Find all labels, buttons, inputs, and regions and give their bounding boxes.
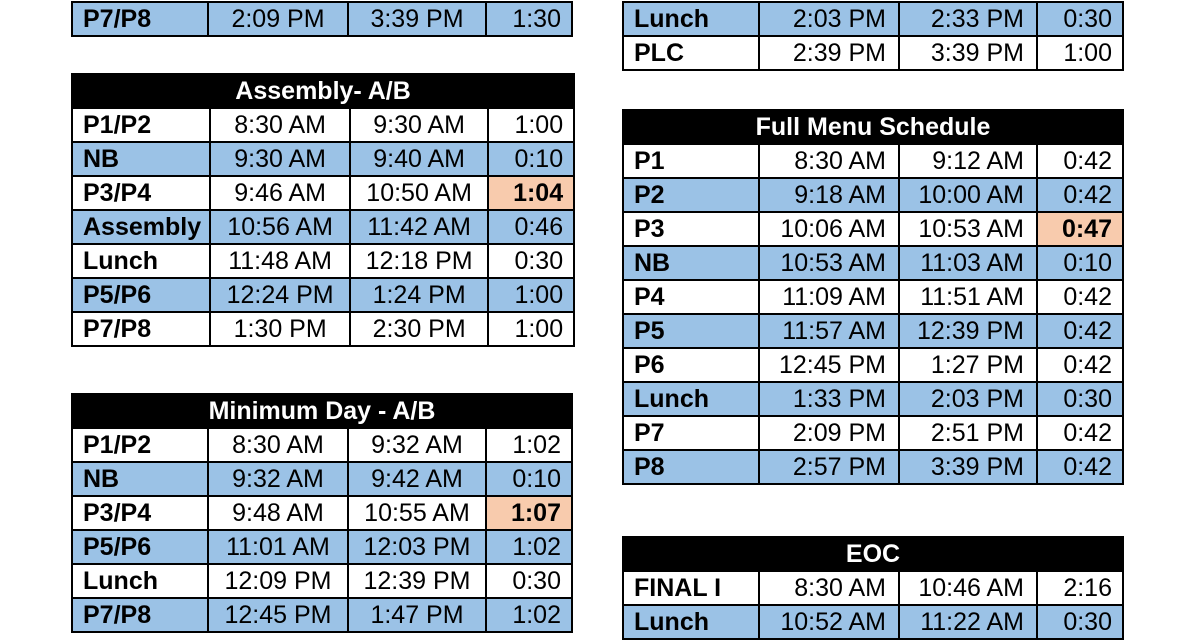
table-row xyxy=(623,450,1123,484)
period-cell: P3/P4 xyxy=(72,496,208,530)
table-row xyxy=(623,280,1123,314)
table-row xyxy=(72,428,572,462)
start-time-cell: 12:24 PM xyxy=(210,278,350,312)
period-cell: FINAL I xyxy=(623,571,759,605)
start-time-cell: 8:30 AM xyxy=(759,571,899,605)
schedule-table-top-left xyxy=(71,1,573,37)
table-row xyxy=(623,144,1123,178)
schedule-table-eoc xyxy=(622,536,1124,640)
table-row xyxy=(623,571,1123,605)
start-time-cell: 12:45 PM xyxy=(759,348,899,382)
end-time-cell: 10:53 AM xyxy=(899,212,1037,246)
table-row xyxy=(72,278,574,312)
table-row xyxy=(623,246,1123,280)
table-title: Minimum Day - A/B xyxy=(72,394,572,428)
table-row xyxy=(623,178,1123,212)
schedule-table-full-menu xyxy=(622,109,1124,485)
duration-cell: 0:30 xyxy=(486,564,572,598)
period-cell: P7/P8 xyxy=(72,312,210,346)
table-row xyxy=(623,416,1123,450)
duration-cell: 1:00 xyxy=(488,312,574,346)
end-time-cell: 9:32 AM xyxy=(348,428,486,462)
end-time-cell: 12:39 PM xyxy=(899,314,1037,348)
end-time-cell: 11:03 AM xyxy=(899,246,1037,280)
start-time-cell: 12:09 PM xyxy=(208,564,348,598)
duration-cell: 0:42 xyxy=(1037,450,1123,484)
duration-cell: 1:30 xyxy=(486,2,572,36)
start-time-cell: 12:45 PM xyxy=(208,598,348,632)
duration-cell: 0:42 xyxy=(1037,314,1123,348)
table-row xyxy=(72,530,572,564)
end-time-cell: 3:39 PM xyxy=(899,450,1037,484)
table-row xyxy=(72,564,572,598)
start-time-cell: 8:30 AM xyxy=(759,144,899,178)
table-row xyxy=(72,108,574,142)
table-row xyxy=(72,312,574,346)
start-time-cell: 8:30 AM xyxy=(210,108,350,142)
period-cell: P2 xyxy=(623,178,759,212)
start-time-cell: 11:09 AM xyxy=(759,280,899,314)
table-row xyxy=(623,2,1123,36)
end-time-cell: 9:30 AM xyxy=(350,108,488,142)
start-time-cell: 10:56 AM xyxy=(210,210,350,244)
duration-cell: 2:16 xyxy=(1037,571,1123,605)
end-time-cell: 3:39 PM xyxy=(899,36,1037,70)
duration-cell: 0:30 xyxy=(1037,382,1123,416)
start-time-cell: 9:30 AM xyxy=(210,142,350,176)
period-cell: P7/P8 xyxy=(72,598,208,632)
period-cell: Lunch xyxy=(623,605,759,639)
end-time-cell: 11:22 AM xyxy=(899,605,1037,639)
table-row xyxy=(72,598,572,632)
period-cell: P5/P6 xyxy=(72,278,210,312)
end-time-cell: 10:46 AM xyxy=(899,571,1037,605)
duration-cell: 0:42 xyxy=(1037,178,1123,212)
table-title: Assembly- A/B xyxy=(72,74,574,108)
duration-cell: 1:04 xyxy=(488,176,574,210)
end-time-cell: 11:42 AM xyxy=(350,210,488,244)
duration-cell: 0:42 xyxy=(1037,416,1123,450)
duration-cell: 1:02 xyxy=(486,598,572,632)
end-time-cell: 2:03 PM xyxy=(899,382,1037,416)
period-cell: NB xyxy=(72,462,208,496)
schedule-table-minimum-day-ab xyxy=(71,393,573,633)
duration-cell: 1:00 xyxy=(1037,36,1123,70)
table-title: Full Menu Schedule xyxy=(623,110,1123,144)
period-cell: P1/P2 xyxy=(72,108,210,142)
period-cell: Lunch xyxy=(72,564,208,598)
start-time-cell: 1:33 PM xyxy=(759,382,899,416)
table-row xyxy=(623,382,1123,416)
table-row xyxy=(623,348,1123,382)
end-time-cell: 9:42 AM xyxy=(348,462,486,496)
end-time-cell: 9:40 AM xyxy=(350,142,488,176)
table-title-row xyxy=(623,537,1123,571)
period-cell: Lunch xyxy=(623,2,759,36)
end-time-cell: 1:27 PM xyxy=(899,348,1037,382)
start-time-cell: 11:48 AM xyxy=(210,244,350,278)
duration-cell: 0:42 xyxy=(1037,280,1123,314)
table-row xyxy=(72,2,572,36)
period-cell: P4 xyxy=(623,280,759,314)
start-time-cell: 11:01 AM xyxy=(208,530,348,564)
table-row xyxy=(623,212,1123,246)
end-time-cell: 2:33 PM xyxy=(899,2,1037,36)
schedule-table-top-right xyxy=(622,1,1124,71)
table-title-row xyxy=(623,110,1123,144)
end-time-cell: 9:12 AM xyxy=(899,144,1037,178)
period-cell: Lunch xyxy=(623,382,759,416)
duration-cell: 0:10 xyxy=(488,142,574,176)
period-cell: P8 xyxy=(623,450,759,484)
end-time-cell: 3:39 PM xyxy=(348,2,486,36)
end-time-cell: 2:51 PM xyxy=(899,416,1037,450)
duration-cell: 1:07 xyxy=(486,496,572,530)
duration-cell: 0:30 xyxy=(488,244,574,278)
start-time-cell: 9:46 AM xyxy=(210,176,350,210)
table-row xyxy=(72,210,574,244)
start-time-cell: 8:30 AM xyxy=(208,428,348,462)
end-time-cell: 10:50 AM xyxy=(350,176,488,210)
start-time-cell: 11:57 AM xyxy=(759,314,899,348)
end-time-cell: 11:51 AM xyxy=(899,280,1037,314)
duration-cell: 0:42 xyxy=(1037,144,1123,178)
duration-cell: 1:00 xyxy=(488,278,574,312)
duration-cell: 0:46 xyxy=(488,210,574,244)
duration-cell: 0:47 xyxy=(1037,212,1123,246)
table-row xyxy=(623,314,1123,348)
table-title-row xyxy=(72,394,572,428)
table-row xyxy=(72,496,572,530)
end-time-cell: 2:30 PM xyxy=(350,312,488,346)
table-row xyxy=(72,142,574,176)
duration-cell: 0:30 xyxy=(1037,2,1123,36)
duration-cell: 1:02 xyxy=(486,428,572,462)
table-row xyxy=(623,36,1123,70)
period-cell: P5/P6 xyxy=(72,530,208,564)
end-time-cell: 12:03 PM xyxy=(348,530,486,564)
period-cell: P3 xyxy=(623,212,759,246)
schedule-table-assembly-ab xyxy=(71,73,575,347)
duration-cell: 0:30 xyxy=(1037,605,1123,639)
end-time-cell: 10:00 AM xyxy=(899,178,1037,212)
start-time-cell: 2:57 PM xyxy=(759,450,899,484)
period-cell: P6 xyxy=(623,348,759,382)
start-time-cell: 9:48 AM xyxy=(208,496,348,530)
start-time-cell: 1:30 PM xyxy=(210,312,350,346)
start-time-cell: 10:52 AM xyxy=(759,605,899,639)
period-cell: P1 xyxy=(623,144,759,178)
end-time-cell: 1:24 PM xyxy=(350,278,488,312)
end-time-cell: 12:39 PM xyxy=(348,564,486,598)
end-time-cell: 12:18 PM xyxy=(350,244,488,278)
period-cell: P7/P8 xyxy=(72,2,208,36)
table-row xyxy=(72,176,574,210)
period-cell: NB xyxy=(72,142,210,176)
table-row xyxy=(72,462,572,496)
period-cell: P1/P2 xyxy=(72,428,208,462)
end-time-cell: 1:47 PM xyxy=(348,598,486,632)
table-title: EOC xyxy=(623,537,1123,571)
period-cell: Lunch xyxy=(72,244,210,278)
start-time-cell: 9:18 AM xyxy=(759,178,899,212)
period-cell: P7 xyxy=(623,416,759,450)
period-cell: NB xyxy=(623,246,759,280)
period-cell: P3/P4 xyxy=(72,176,210,210)
duration-cell: 0:42 xyxy=(1037,348,1123,382)
table-row xyxy=(623,605,1123,639)
period-cell: PLC xyxy=(623,36,759,70)
duration-cell: 0:10 xyxy=(1037,246,1123,280)
start-time-cell: 2:09 PM xyxy=(208,2,348,36)
start-time-cell: 10:06 AM xyxy=(759,212,899,246)
period-cell: P5 xyxy=(623,314,759,348)
table-title-row xyxy=(72,74,574,108)
start-time-cell: 2:09 PM xyxy=(759,416,899,450)
duration-cell: 0:10 xyxy=(486,462,572,496)
start-time-cell: 9:32 AM xyxy=(208,462,348,496)
table-row xyxy=(72,244,574,278)
start-time-cell: 10:53 AM xyxy=(759,246,899,280)
period-cell: Assembly xyxy=(72,210,210,244)
start-time-cell: 2:39 PM xyxy=(759,36,899,70)
end-time-cell: 10:55 AM xyxy=(348,496,486,530)
duration-cell: 1:02 xyxy=(486,530,572,564)
start-time-cell: 2:03 PM xyxy=(759,2,899,36)
duration-cell: 1:00 xyxy=(488,108,574,142)
